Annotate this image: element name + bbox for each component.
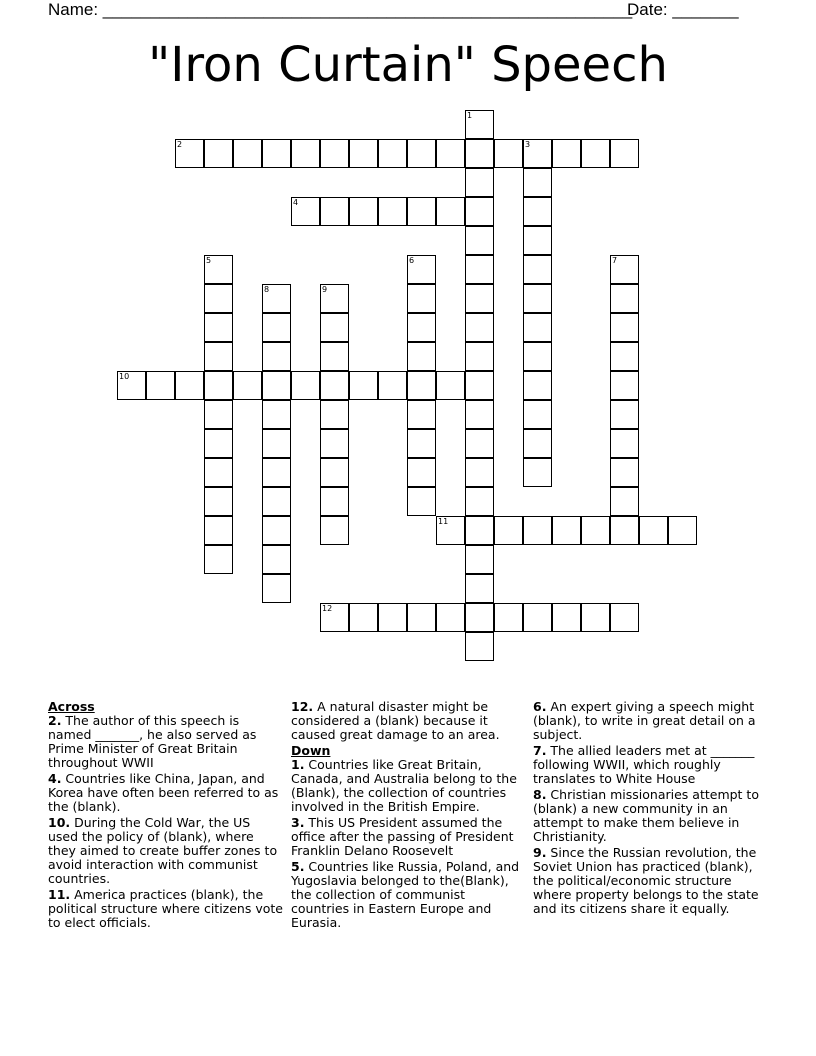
clue-item (48, 816, 284, 886)
clue-text: During the Cold War, the US used the policy of (blank), where they aimed to create buffer zones to avoid interaction with communist countries. (48, 815, 278, 886)
clue-number-label: 10 (119, 372, 130, 381)
crossword-cell[interactable] (349, 197, 378, 226)
date-field[interactable]: Date: _______ (627, 0, 739, 19)
clue-text: Since the Russian revolution, the Soviet Union has practiced (blank), the political/economic structure where property belongs to the state and its citizens share it equally. (533, 845, 759, 916)
clue-number: 9. (533, 845, 547, 860)
crossword-cell[interactable] (204, 284, 233, 313)
crossword-cell[interactable] (494, 139, 523, 168)
crossword-cell[interactable] (465, 574, 494, 603)
crossword-cell[interactable] (320, 342, 349, 371)
crossword-cell[interactable] (436, 371, 465, 400)
clues-column-2 (291, 700, 527, 932)
crossword-cell[interactable] (407, 458, 436, 487)
crossword-cell[interactable] (233, 371, 262, 400)
crossword-cell[interactable] (465, 516, 494, 545)
crossword-cell[interactable] (610, 342, 639, 371)
crossword-cell[interactable] (610, 487, 639, 516)
clue-item (48, 888, 284, 930)
clue-number-label: 7 (612, 256, 618, 265)
crossword-cell[interactable] (204, 516, 233, 545)
crossword-cell[interactable] (465, 139, 494, 168)
crossword-cell[interactable] (465, 632, 494, 661)
clues-column-3 (533, 700, 769, 918)
clue-item (533, 846, 769, 916)
crossword-cell[interactable] (407, 603, 436, 632)
crossword-cell[interactable] (465, 487, 494, 516)
crossword-cell[interactable] (581, 603, 610, 632)
crossword-cell[interactable] (465, 284, 494, 313)
crossword-cell[interactable] (581, 516, 610, 545)
crossword-cell[interactable] (436, 516, 465, 545)
crossword-cell[interactable] (349, 603, 378, 632)
clue-item (291, 758, 527, 814)
crossword-cell[interactable] (523, 284, 552, 313)
crossword-cell[interactable] (465, 110, 494, 139)
crossword-cell[interactable] (320, 400, 349, 429)
puzzle-title: "Iron Curtain" Speech (148, 37, 668, 93)
clue-item (533, 788, 769, 844)
crossword-cell[interactable] (523, 516, 552, 545)
crossword-cell[interactable] (523, 197, 552, 226)
clue-number-label: 6 (409, 256, 415, 265)
crossword-cell[interactable] (204, 139, 233, 168)
clue-number: 1. (291, 757, 305, 772)
crossword-cell[interactable] (320, 516, 349, 545)
clue-item (291, 700, 527, 742)
crossword-cell[interactable] (610, 284, 639, 313)
clue-text: Christian missionaries attempt to (blank) a new community in an attempt to make them believe in Christianity. (533, 787, 759, 844)
crossword-cell[interactable] (262, 342, 291, 371)
clue-number-label: 1 (467, 111, 473, 120)
crossword-cell[interactable] (117, 371, 146, 400)
crossword-cell[interactable] (523, 226, 552, 255)
clue-number: 3. (291, 815, 305, 830)
clue-item (291, 860, 527, 930)
clue-number: 4. (48, 771, 62, 786)
crossword-cell[interactable] (436, 603, 465, 632)
crossword-cell[interactable] (320, 603, 349, 632)
crossword-cell[interactable] (407, 313, 436, 342)
crossword-cell[interactable] (494, 516, 523, 545)
crossword-cell[interactable] (523, 168, 552, 197)
crossword-cell[interactable] (465, 603, 494, 632)
crossword-cell[interactable] (610, 603, 639, 632)
crossword-cell[interactable] (291, 139, 320, 168)
crossword-cell[interactable] (204, 429, 233, 458)
crossword-cell[interactable] (523, 458, 552, 487)
crossword-cell[interactable] (320, 197, 349, 226)
crossword-cell[interactable] (407, 400, 436, 429)
crossword-cell[interactable] (349, 371, 378, 400)
clue-text: Countries like China, Japan, and Korea have often been referred to as the (blank). (48, 771, 279, 814)
crossword-cell[interactable] (610, 139, 639, 168)
crossword-cell[interactable] (610, 458, 639, 487)
crossword-cell[interactable] (291, 197, 320, 226)
crossword-cell[interactable] (262, 400, 291, 429)
crossword-cell[interactable] (465, 429, 494, 458)
crossword-cell[interactable] (204, 458, 233, 487)
clue-item (291, 816, 527, 858)
clue-number-label: 8 (264, 285, 270, 294)
crossword-cell[interactable] (262, 371, 291, 400)
crossword-cell[interactable] (523, 139, 552, 168)
crossword-cell[interactable] (262, 139, 291, 168)
crossword-cell[interactable] (262, 429, 291, 458)
crossword-cell[interactable] (523, 371, 552, 400)
crossword-cell[interactable] (581, 139, 610, 168)
crossword-cell[interactable] (436, 139, 465, 168)
crossword-cell[interactable] (523, 255, 552, 284)
crossword-cell[interactable] (465, 255, 494, 284)
clue-number: 8. (533, 787, 547, 802)
crossword-cell[interactable] (175, 371, 204, 400)
clue-text: The author of this speech is named _______, he also served as Prime Minister of Great Britain throughout WWII (48, 713, 257, 770)
clue-number: 6. (533, 699, 547, 714)
crossword-cell[interactable] (552, 139, 581, 168)
clue-number-label: 12 (322, 604, 333, 613)
crossword-cell[interactable] (320, 458, 349, 487)
crossword-cell[interactable] (465, 168, 494, 197)
crossword-cell[interactable] (175, 139, 204, 168)
crossword-cell[interactable] (262, 545, 291, 574)
crossword-cell[interactable] (204, 313, 233, 342)
crossword-cell[interactable] (291, 371, 320, 400)
clue-number-label: 2 (177, 140, 183, 149)
crossword-cell[interactable] (465, 371, 494, 400)
crossword-cell[interactable] (204, 545, 233, 574)
crossword-cell[interactable] (465, 226, 494, 255)
crossword-cell[interactable] (262, 284, 291, 313)
crossword-cell[interactable] (262, 458, 291, 487)
crossword-cell[interactable] (610, 429, 639, 458)
crossword-cell[interactable] (407, 255, 436, 284)
clue-item (48, 772, 284, 814)
clue-number: 5. (291, 859, 305, 874)
clue-number-label: 5 (206, 256, 212, 265)
crossword-cell[interactable] (610, 516, 639, 545)
crossword-cell[interactable] (378, 197, 407, 226)
clue-number-label: 11 (438, 517, 449, 526)
crossword-cell[interactable] (523, 400, 552, 429)
crossword-cell[interactable] (523, 342, 552, 371)
clue-text: An expert giving a speech might (blank), to write in great detail on a subject. (533, 699, 756, 742)
crossword-cell[interactable] (465, 458, 494, 487)
crossword-cell[interactable] (204, 371, 233, 400)
crossword-cell[interactable] (523, 313, 552, 342)
across-heading: Across (48, 699, 95, 714)
clue-text: The allied leaders met at _______ following WWII, which roughly translates to White House (533, 743, 755, 786)
down-heading: Down (291, 743, 331, 758)
crossword-cell[interactable] (320, 313, 349, 342)
crossword-cell[interactable] (436, 197, 465, 226)
crossword-cell[interactable] (378, 371, 407, 400)
clue-number: 11. (48, 887, 71, 902)
clue-item (533, 700, 769, 742)
crossword-cell[interactable] (378, 139, 407, 168)
clue-number: 12. (291, 699, 314, 714)
crossword-cell[interactable] (262, 574, 291, 603)
crossword-cell[interactable] (204, 487, 233, 516)
clue-number-label: 9 (322, 285, 328, 294)
crossword-cell[interactable] (552, 516, 581, 545)
clue-text: This US President assumed the office after the passing of President Franklin Delano Roosevelt (291, 815, 514, 858)
crossword-cell[interactable] (233, 139, 262, 168)
clue-number: 10. (48, 815, 71, 830)
down-clues-list-continued (533, 700, 769, 916)
crossword-cell[interactable] (610, 313, 639, 342)
crossword-cell[interactable] (320, 429, 349, 458)
crossword-cell[interactable] (320, 139, 349, 168)
crossword-cell[interactable] (320, 371, 349, 400)
crossword-cell[interactable] (465, 313, 494, 342)
crossword-cell[interactable] (407, 342, 436, 371)
crossword-cell[interactable] (407, 284, 436, 313)
crossword-cell[interactable] (610, 400, 639, 429)
crossword-cell[interactable] (204, 400, 233, 429)
crossword-cell[interactable] (407, 139, 436, 168)
crossword-cell[interactable] (204, 255, 233, 284)
crossword-cell[interactable] (204, 342, 233, 371)
name-field[interactable]: Name: ________________________________________________________ (48, 0, 633, 19)
crossword-cell[interactable] (320, 284, 349, 313)
crossword-cell[interactable] (465, 197, 494, 226)
crossword-cell[interactable] (146, 371, 175, 400)
across-clues-list (48, 714, 284, 930)
crossword-cell[interactable] (494, 603, 523, 632)
crossword-cell[interactable] (610, 371, 639, 400)
clue-text: Countries like Russia, Poland, and Yugoslavia belonged to the(Blank), the collection of communist countries in Eastern Europe and Eurasia. (291, 859, 520, 930)
crossword-cell[interactable] (262, 313, 291, 342)
crossword-cell[interactable] (465, 342, 494, 371)
crossword-cell[interactable] (407, 429, 436, 458)
clue-text: America practices (blank), the political structure where citizens vote to elect officials. (48, 887, 283, 930)
clue-item (48, 714, 284, 770)
clue-number-label: 3 (525, 140, 531, 149)
down-clues-list (291, 758, 527, 930)
clue-item (533, 744, 769, 786)
across-clues-list-continued (291, 700, 527, 742)
crossword-cell[interactable] (407, 487, 436, 516)
clue-number: 7. (533, 743, 547, 758)
crossword-cell[interactable] (639, 516, 668, 545)
clue-number: 2. (48, 713, 62, 728)
crossword-cell[interactable] (668, 516, 697, 545)
crossword-cell[interactable] (523, 429, 552, 458)
crossword-cell[interactable] (262, 516, 291, 545)
clue-number-label: 4 (293, 198, 299, 207)
crossword-cell[interactable] (610, 255, 639, 284)
crossword-cell[interactable] (407, 371, 436, 400)
crossword-cell[interactable] (465, 400, 494, 429)
crossword-cell[interactable] (262, 487, 291, 516)
crossword-cell[interactable] (552, 603, 581, 632)
crossword-cell[interactable] (378, 603, 407, 632)
crossword-cell[interactable] (407, 197, 436, 226)
crossword-cell[interactable] (349, 139, 378, 168)
crossword-cell[interactable] (320, 487, 349, 516)
clue-text: Countries like Great Britain, Canada, and Australia belong to the (Blank), the collection of countries involved in the British Empire. (291, 757, 517, 814)
clues-column-1 (48, 700, 284, 932)
clue-text: A natural disaster might be considered a (blank) because it caused great damage to an area. (291, 699, 500, 742)
crossword-cell[interactable] (465, 545, 494, 574)
crossword-cell[interactable] (523, 603, 552, 632)
